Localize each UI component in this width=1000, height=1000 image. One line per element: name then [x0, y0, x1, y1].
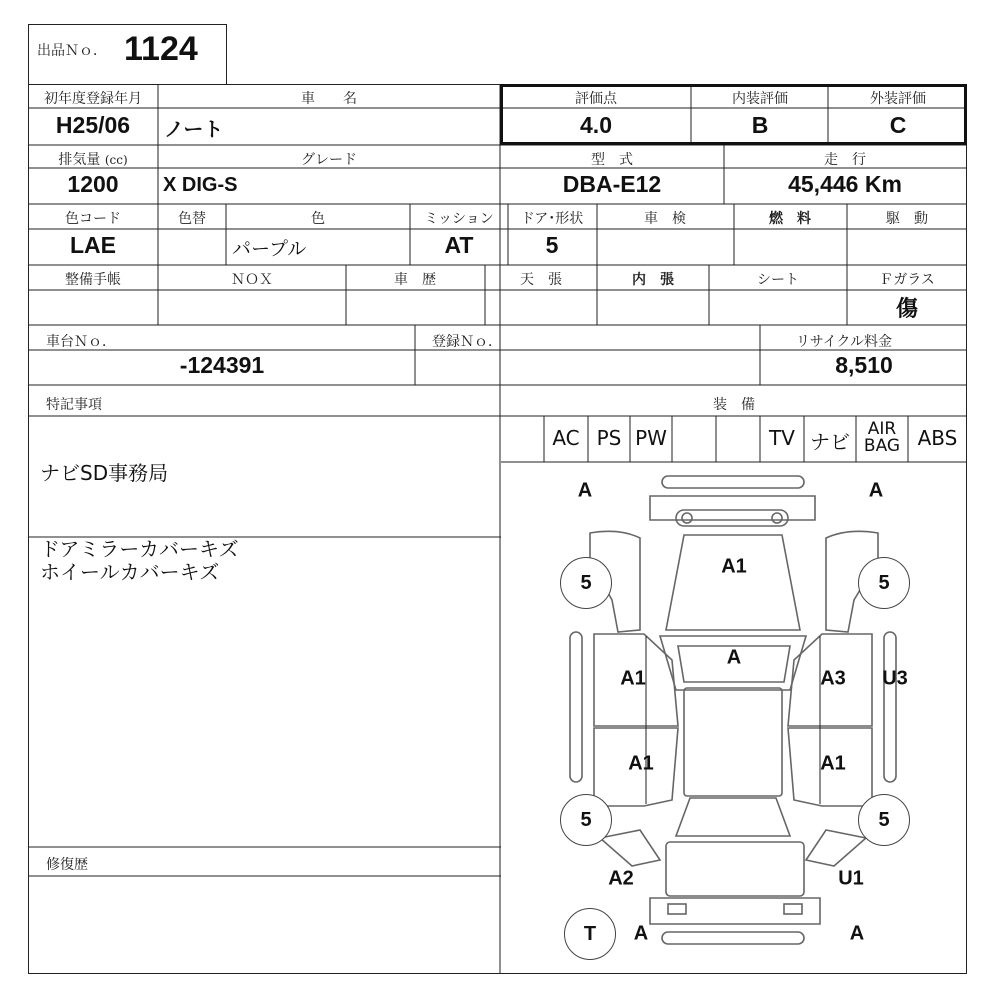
mission-label: ミッション: [424, 211, 494, 227]
tire-rear-left-circle: 5: [560, 794, 612, 846]
recycle-value: 8,510: [835, 352, 893, 378]
color-code-label: 色コード: [65, 211, 121, 227]
fuel-label: 燃 料: [769, 211, 811, 227]
nox-label: ＮＯＸ: [231, 272, 273, 288]
damage-mark-hood: A1: [721, 555, 747, 578]
equipment-item: ABS: [917, 426, 958, 450]
displacement-value: 1200: [67, 171, 119, 197]
hood: [666, 535, 800, 630]
color-code-value: LAE: [70, 232, 116, 258]
lot-label: 出品Ｎｏ．: [37, 43, 107, 59]
maintenance-label: 整備手帳: [65, 272, 121, 288]
equipment-item-line: AIR: [867, 419, 897, 439]
car-name-value: ノート: [164, 119, 224, 141]
tire-front-left-circle: 5: [560, 557, 612, 609]
trunk: [666, 842, 804, 896]
special-note-1: ナビSD事務局: [40, 461, 169, 485]
special-note-3: ホイールカバーキズ: [40, 560, 220, 584]
equipment-item-line: BAG: [863, 436, 901, 456]
exterior-label: 外装評価: [870, 91, 926, 107]
damage-mark-rear-right: U1: [838, 867, 864, 890]
color-change-label: 色替: [178, 211, 206, 227]
history-label: 車 歴: [394, 272, 436, 288]
damage-mark-rear-door-left: A1: [628, 752, 654, 775]
rear-quarter-left: [600, 830, 660, 866]
damage-mark-bottom-left: A: [633, 922, 649, 945]
car-name-label: 車 名: [301, 91, 357, 107]
equipment-item: PS: [596, 426, 622, 450]
seat-label: シート: [757, 272, 799, 288]
inspection-label: 車 検: [644, 211, 686, 227]
equipment-item: ナビ: [810, 430, 850, 454]
reg-date-value: H25/06: [55, 112, 131, 138]
side-skirt-left: [570, 632, 582, 782]
reg-no-label: 登録Ｎｏ．: [432, 334, 502, 350]
fglass-value: 傷: [895, 297, 919, 322]
ceiling-label: 天 張: [520, 272, 562, 288]
rear-window: [676, 798, 790, 836]
damage-mark-windshield: A: [726, 646, 742, 669]
damage-mark-front-right: A: [868, 479, 884, 502]
tire-front-right-circle: 5: [858, 557, 910, 609]
score-value: 4.0: [580, 112, 612, 138]
damage-mark-bottom-right: A: [849, 922, 865, 945]
repair-history-label: 修復歴: [46, 857, 88, 873]
reg-date-label: 初年度登録年月: [44, 91, 142, 107]
damage-mark-rear-door-right: A1: [820, 752, 846, 775]
equipment-item: PW: [635, 426, 667, 450]
front-bumper-top: [662, 476, 804, 488]
side-skirt-right: [884, 632, 896, 782]
drive-label: 駆 動: [886, 211, 928, 227]
rear-bumper: [650, 898, 820, 924]
damage-mark-front-door-left: A1: [620, 667, 646, 690]
exterior-value: C: [889, 112, 907, 138]
score-label: 評価点: [575, 91, 617, 107]
tire-rear-right-circle: 5: [858, 794, 910, 846]
special-notes-label: 特記事項: [46, 397, 102, 413]
chassis-value: -124391: [179, 352, 265, 378]
rear-quarter-right: [806, 830, 866, 866]
grade-label: グレード: [301, 152, 357, 168]
equipment-item: AC: [552, 426, 580, 450]
damage-mark-front-left: A: [577, 479, 593, 502]
model-value: DBA-E12: [562, 171, 662, 197]
model-label: 型 式: [591, 152, 633, 168]
mileage-label: 走 行: [824, 152, 866, 168]
damage-mark-front-fender-right: U3: [882, 667, 908, 690]
inner-label: 内 張: [632, 272, 674, 288]
damage-mark-rear-left: A2: [608, 867, 634, 890]
front-bumper: [650, 496, 815, 520]
doors-label: ドア･形状: [520, 211, 584, 227]
damage-mark-front-door-right: A3: [820, 667, 846, 690]
doors-value: 5: [545, 232, 559, 258]
equipment-item: TV: [769, 426, 795, 450]
special-note-2: ドアミラーカバーキズ: [40, 537, 239, 561]
chassis-label: 車台Ｎｏ．: [46, 334, 116, 350]
displacement-unit: (cc): [104, 153, 128, 167]
fglass-label: Ｆガラス: [879, 272, 935, 288]
color-label: 色: [311, 211, 325, 227]
mileage-value: 45,446 Km: [788, 171, 902, 197]
color-value: パープル: [232, 238, 307, 260]
interior-value: B: [751, 112, 769, 138]
roof: [684, 688, 782, 796]
mission-value: AT: [444, 232, 474, 258]
displacement-label-text: 排気量: [58, 152, 101, 168]
equipment-label: 装 備: [713, 397, 755, 413]
spare-tire-circle: T: [564, 908, 616, 960]
rear-bumper-bottom: [662, 932, 804, 944]
lot-number: 1124: [124, 30, 198, 68]
interior-label: 内装評価: [732, 91, 788, 107]
recycle-label: リサイクル料金: [795, 334, 893, 350]
grade-value: X DIG-S: [163, 174, 238, 196]
